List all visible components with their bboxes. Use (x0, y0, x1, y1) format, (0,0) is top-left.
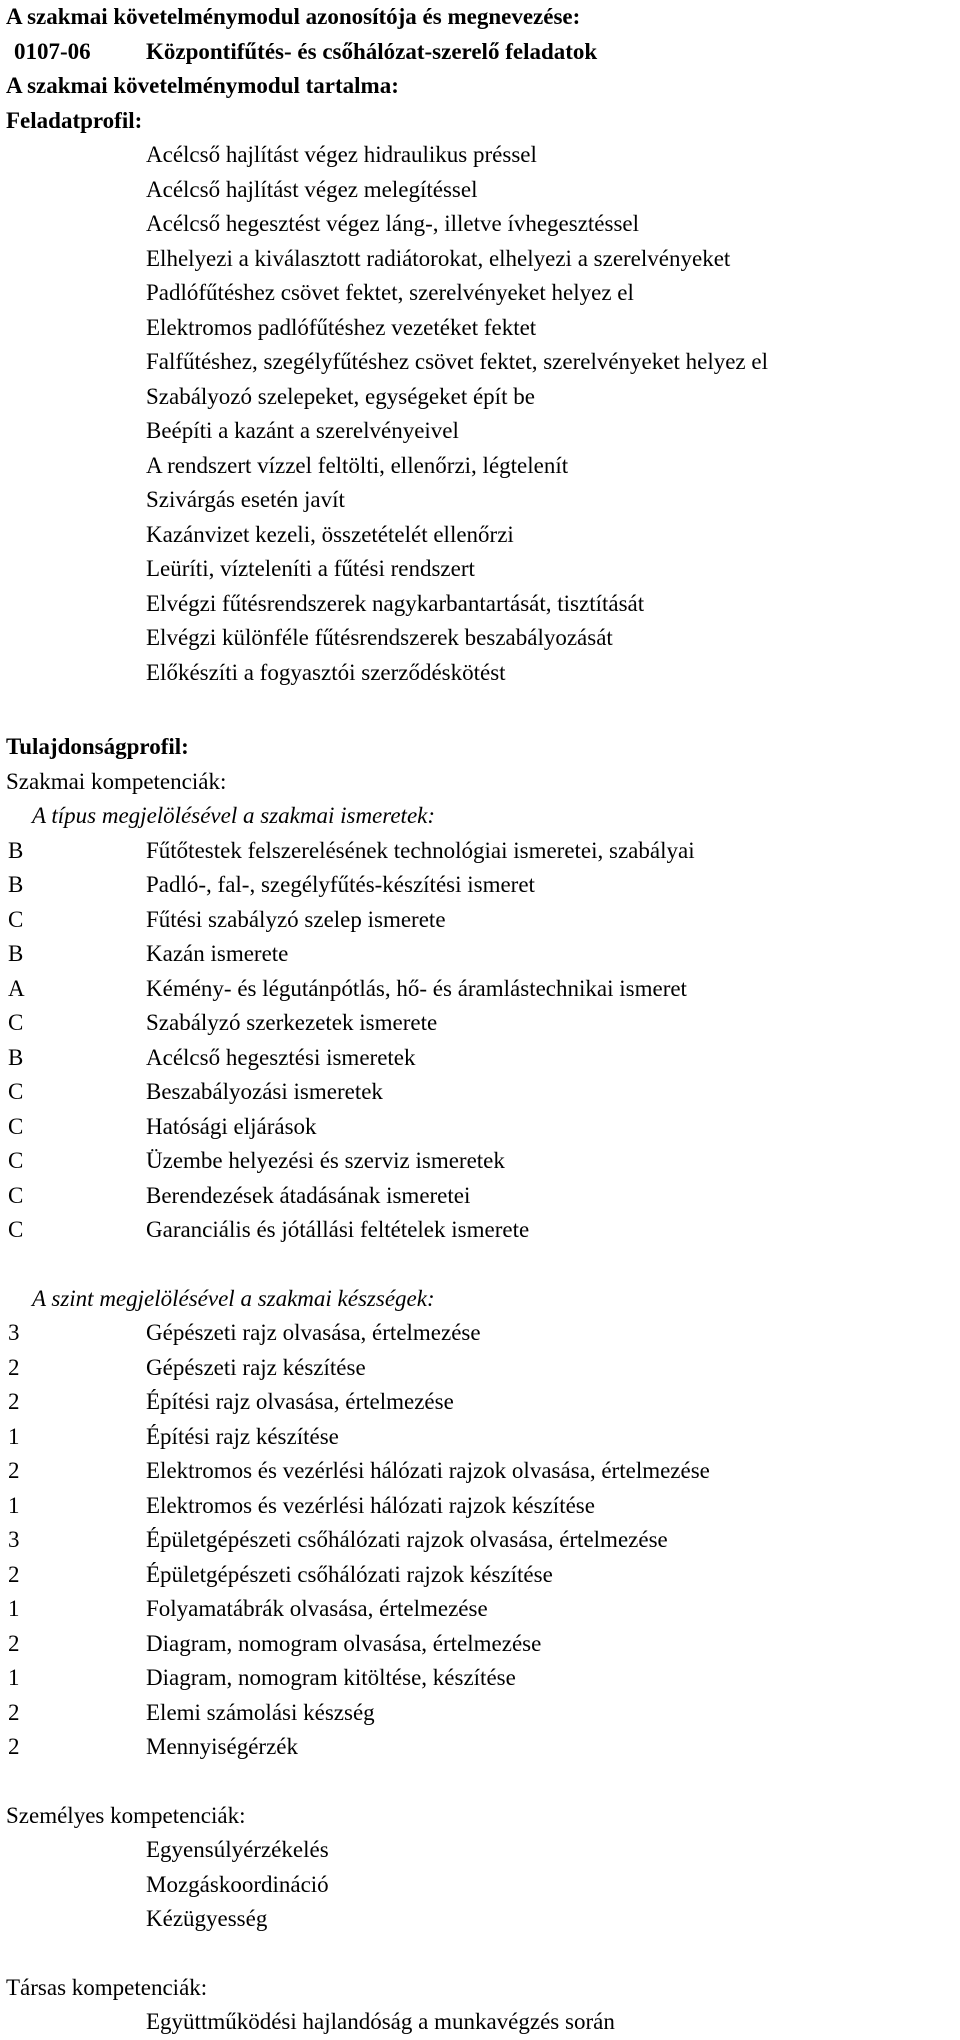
knowledge-item (6, 937, 956, 972)
task-item: Elhelyezi a kiválasztott radiátorokat, elhelyezi a szerelvényeket (146, 245, 731, 271)
knowledge-item (6, 868, 956, 903)
skill-item-text: Elektromos és vezérlési hálózati rajzok olvasása, értelmezése (146, 1458, 710, 1483)
task-item: Acélcső hajlítást végez hidraulikus préssel (146, 142, 537, 167)
knowledge-item-text: Üzembe helyezési és szerviz ismeretek (146, 1148, 505, 1173)
skill-item-text: Diagram, nomogram olvasása, értelmezése (146, 1630, 542, 1656)
task-item: Acélcső hajlítást végez melegítéssel (146, 176, 478, 202)
skill-item-text: Diagram, nomogram kitöltése, készítése (146, 1665, 516, 1690)
skill-item-code: 2 (8, 1630, 20, 1656)
knowledge-item-text: Beszabályozási ismeretek (146, 1079, 383, 1104)
knowledge-item-text: Kazán ismerete (146, 941, 289, 966)
task-item: Padlófűtéshez csövet fektet, szerelvényeket helyez el (146, 280, 634, 305)
professional-competencies-title: Szakmai kompetenciák: (6, 768, 227, 794)
task-item: A rendszert vízzel feltölti, ellenőrzi, légtelenít (146, 452, 569, 478)
skill-item-code: 2 (8, 1561, 20, 1587)
skill-item (6, 1489, 956, 1524)
knowledge-item-text: Acélcső hegesztési ismeretek (146, 1044, 416, 1070)
document-page (6, 0, 956, 2040)
skill-item-text: Épületgépészeti csőhálózati rajzok készítése (146, 1561, 553, 1587)
module-id-heading: A szakmai követelménymodul azonosítója és megnevezése: (6, 4, 581, 29)
knowledge-item-text: Fűtőtestek felszerelésének technológiai ismeretei, szabályai (146, 837, 695, 863)
skill-item (6, 1351, 956, 1386)
knowledge-item-code: C (8, 1148, 24, 1173)
knowledge-item (6, 972, 956, 1007)
skills-title: A szint megjelölésével a szakmai készségek: (32, 1285, 435, 1311)
task-list (6, 138, 956, 690)
skill-item (6, 1696, 956, 1731)
knowledge-title: A típus megjelölésével a szakmai ismeretek: (32, 803, 436, 828)
personal-list (6, 1833, 956, 1937)
knowledge-item-code: C (8, 1010, 24, 1035)
knowledge-item-code: C (8, 1079, 24, 1104)
skill-item-text: Építési rajz készítése (146, 1423, 339, 1449)
skill-item (6, 1420, 956, 1455)
skill-item (6, 1316, 956, 1351)
knowledge-item-code: C (8, 1113, 24, 1139)
knowledge-item-code: B (8, 872, 24, 897)
skill-item (6, 1454, 956, 1489)
knowledge-item-code: B (8, 837, 24, 863)
skills-list (6, 1316, 956, 1765)
knowledge-item-code: C (8, 1217, 24, 1242)
skill-item-code: 2 (8, 1734, 20, 1759)
knowledge-item-text: Kémény- és légutánpótlás, hő- és áramlástechnikai ismeret (146, 975, 687, 1001)
skill-item (6, 1661, 956, 1696)
personal-competencies-title: Személyes kompetenciák: (6, 1802, 246, 1828)
skill-item-text: Gépészeti rajz készítése (146, 1354, 366, 1380)
knowledge-item (6, 1075, 956, 1110)
skill-item-text: Elektromos és vezérlési hálózati rajzok készítése (146, 1492, 595, 1518)
personal-competency-item: Kézügyesség (146, 1906, 268, 1931)
skill-item-code: 2 (8, 1699, 20, 1725)
module-code: 0107-06 (14, 38, 91, 64)
skill-item-text: Elemi számolási készség (146, 1699, 375, 1725)
task-item: Elvégzi fűtésrendszerek nagykarbantartását, tisztítását (146, 590, 645, 616)
knowledge-item-text: Fűtési szabályzó szelep ismerete (146, 906, 446, 932)
knowledge-item-code: B (8, 941, 24, 966)
knowledge-item-text: Garanciális és jótállási feltételek ismerete (146, 1217, 530, 1242)
skill-item-code: 1 (8, 1596, 20, 1621)
skill-item-text: Folyamatábrák olvasása, értelmezése (146, 1596, 488, 1621)
task-item: Szivárgás esetén javít (146, 487, 345, 512)
skill-item-code: 2 (8, 1458, 20, 1483)
task-profile-title: Feladatprofil: (6, 107, 143, 133)
task-item: Szabályozó szelepeket, egységeket épít be (146, 383, 535, 409)
skill-item (6, 1523, 956, 1558)
knowledge-item (6, 1006, 956, 1041)
skill-item (6, 1627, 956, 1662)
skill-item (6, 1592, 956, 1627)
task-item: Beépíti a kazánt a szerelvényeivel (146, 418, 459, 443)
skill-item-code: 1 (8, 1665, 20, 1690)
module-name: Központifűtés- és csőhálózat-szerelő feladatok (146, 38, 598, 64)
skill-item-code: 3 (8, 1320, 20, 1345)
knowledge-list (6, 834, 956, 1248)
knowledge-item (6, 1144, 956, 1179)
knowledge-item-code: B (8, 1044, 24, 1070)
skill-item-code: 1 (8, 1423, 20, 1449)
module-content-heading: A szakmai követelménymodul tartalma: (6, 73, 399, 98)
knowledge-item (6, 834, 956, 869)
skill-item-text: Építési rajz olvasása, értelmezése (146, 1389, 454, 1414)
module-line (6, 35, 956, 70)
knowledge-item (6, 903, 956, 938)
knowledge-item-text: Hatósági eljárások (146, 1113, 317, 1139)
knowledge-item (6, 1179, 956, 1214)
task-item: Előkészíti a fogyasztói szerződéskötést (146, 659, 506, 685)
property-profile-title: Tulajdonságprofil: (6, 734, 189, 759)
skill-item-text: Mennyiségérzék (146, 1734, 298, 1759)
knowledge-item-code: A (8, 975, 25, 1001)
social-competency-item: Együttműködési hajlandóság a munkavégzés során (146, 2009, 615, 2034)
personal-competency-item: Mozgáskoordináció (146, 1871, 329, 1897)
skill-item-text: Épületgépészeti csőhálózati rajzok olvasása, értelmezése (146, 1527, 668, 1552)
task-item: Elektromos padlófűtéshez vezetéket fektet (146, 314, 537, 340)
skill-item-text: Gépészeti rajz olvasása, értelmezése (146, 1320, 481, 1345)
knowledge-item (6, 1041, 956, 1076)
task-item: Elvégzi különféle fűtésrendszerek beszabályozását (146, 625, 613, 650)
task-item: Falfűtéshez, szegélyfűtéshez csövet fektet, szerelvényeket helyez el (146, 349, 768, 374)
task-item: Leüríti, vízteleníti a fűtési rendszert (146, 556, 475, 581)
knowledge-item-text: Padló-, fal-, szegélyfűtés-készítési ismeret (146, 872, 535, 897)
skill-item-code: 2 (8, 1354, 20, 1380)
knowledge-item (6, 1110, 956, 1145)
social-competencies-title: Társas kompetenciák: (6, 1974, 208, 2000)
social-list (6, 2005, 956, 2040)
skill-item (6, 1558, 956, 1593)
personal-competency-item: Egyensúlyérzékelés (146, 1837, 329, 1862)
task-item: Kazánvizet kezeli, összetételét ellenőrzi (146, 521, 514, 547)
skill-item (6, 1385, 956, 1420)
task-item: Acélcső hegesztést végez láng-, illetve ívhegesztéssel (146, 211, 640, 236)
knowledge-item-code: C (8, 1182, 24, 1208)
skill-item-code: 2 (8, 1389, 20, 1414)
skill-item (6, 1730, 956, 1765)
knowledge-item-code: C (8, 906, 24, 932)
knowledge-item-text: Szabályzó szerkezetek ismerete (146, 1010, 438, 1035)
knowledge-item (6, 1213, 956, 1248)
skill-item-code: 3 (8, 1527, 20, 1552)
skill-item-code: 1 (8, 1492, 20, 1518)
knowledge-item-text: Berendezések átadásának ismeretei (146, 1182, 471, 1208)
